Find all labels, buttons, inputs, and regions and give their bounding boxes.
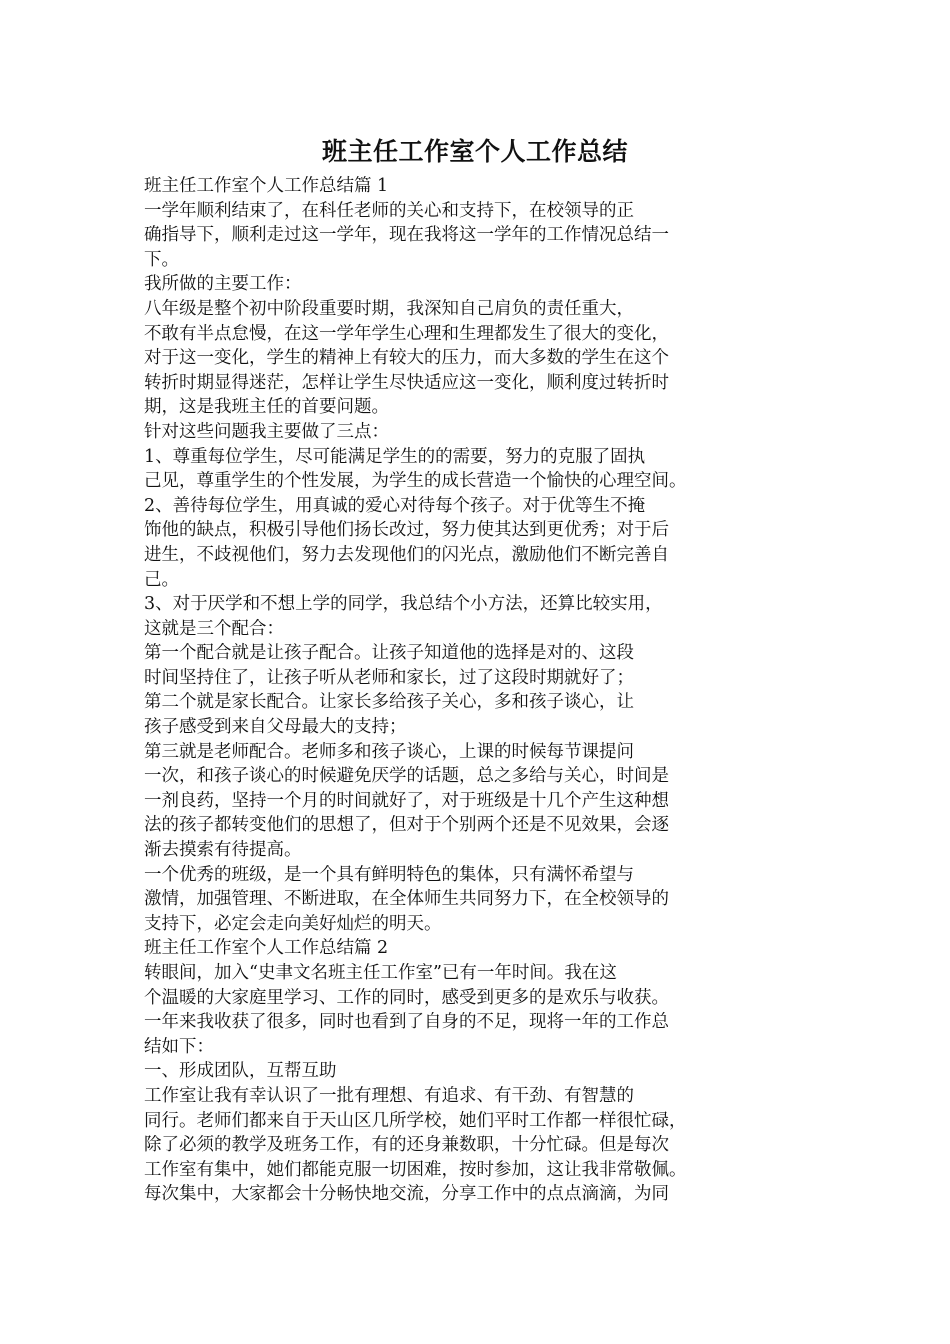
text-line: 己。 [144, 569, 179, 590]
text-line: 工作室有集中，她们都能克服一切困难，按时参加，这让我非常敬佩。 [144, 1159, 687, 1180]
text-line: 一次，和孩子谈心的时候避免厌学的话题，总之多给与关心，时间是 [144, 766, 669, 787]
text-line: 班主任工作室个人工作总结篇 1 [144, 176, 389, 196]
text-line: 确指导下，顺利走过这一学年，现在我将这一学年的工作情况总结一 [144, 225, 669, 246]
text-line: 1、尊重每位学生，尽可能满足学生的的需要，努力的克服了固执 [144, 446, 646, 467]
text-line: 饰他的缺点，积极引导他们扬长改过，努力使其达到更优秀；对于后 [144, 520, 669, 541]
document-body [144, 174, 744, 1207]
text-line: 渐去摸索有待提高。 [144, 840, 302, 861]
text-line: 不敢有半点怠慢，在这一学年学生心理和生理都发生了很大的变化， [144, 323, 669, 344]
text-line: 班主任工作室个人工作总结篇 2 [144, 938, 389, 959]
text-line: 时间坚持住了，让孩子听从老师和家长，过了这段时期就好了； [144, 667, 634, 688]
text-line: 针对这些问题我主要做了三点： [144, 421, 389, 442]
text-line: 一年来我收获了很多，同时也看到了自身的不足，现将一年的工作总 [144, 1012, 669, 1033]
text-line: 第二个就是家长配合。让家长多给孩子关心，多和孩子谈心，让 [144, 692, 634, 713]
text-line: 进生，不歧视他们，努力去发现他们的闪光点，激励他们不断完善自 [144, 544, 669, 565]
text-line: 第三就是老师配合。老师多和孩子谈心，上课的时候每节课提问 [144, 741, 634, 762]
text-line: 第一个配合就是让孩子配合。让孩子知道他的选择是对的、这段 [144, 643, 634, 664]
text-line: 同行。老师们都来自于天山区几所学校，她们平时工作都一样很忙碌， [144, 1110, 687, 1131]
text-line: 法的孩子都转变他们的思想了，但对于个别两个还是不见效果，会逐 [144, 815, 669, 836]
text-line: 除了必须的教学及班务工作，有的还身兼数职，十分忙碌。但是每次 [144, 1135, 669, 1156]
text-line: 转眼间，加入“史聿文名班主任工作室”已有一年时间。我在这 [144, 963, 617, 983]
page-title: 班主任工作室个人工作总结 [321, 137, 628, 166]
text-line: 己见，尊重学生的个性发展，为学生的成长营造一个愉快的心理空间。 [144, 471, 687, 492]
text-line: 对于这一变化，学生的精神上有较大的压力，而大多数的学生在这个 [144, 348, 669, 369]
text-line: 孩子感受到来自父母最大的支持； [144, 717, 407, 738]
text-line: 下。 [144, 249, 179, 270]
text-line: 工作室让我有幸认识了一批有理想、有追求、有干劲、有智慧的 [144, 1085, 634, 1106]
text-line: 激情，加强管理、不断进取，在全体师生共同努力下，在全校领导的 [144, 889, 669, 910]
text-line: 2、善待每位学生，用真诚的爱心对待每个孩子。对于优等生不掩 [144, 495, 646, 516]
text-line: 个温暖的大家庭里学习、工作的同时，感受到更多的是欢乐与收获。 [144, 987, 669, 1008]
text-line: 一剂良药，坚持一个月的时间就好了，对于班级是十几个产生这种想 [144, 790, 669, 811]
text-line: 支持下，必定会走向美好灿烂的明天。 [144, 913, 442, 934]
text-line: 每次集中，大家都会十分畅快地交流，分享工作中的点点滴滴，为同 [144, 1184, 669, 1205]
text-line: 3、对于厌学和不想上学的同学，我总结个小方法，还算比较实用， [144, 594, 663, 615]
text-line: 一学年顺利结束了，在科任老师的关心和支持下，在校领导的正 [144, 200, 634, 221]
text-line: 一个优秀的班级，是一个具有鲜明特色的集体，只有满怀希望与 [144, 864, 634, 885]
text-line: 这就是三个配合： [144, 618, 284, 639]
text-line: 八年级是整个初中阶段重要时期，我深知自己肩负的责任重大， [144, 298, 634, 319]
text-line: 期，这是我班主任的首要问题。 [144, 397, 389, 418]
text-line: 一、形成团队，互帮互助 [144, 1061, 337, 1082]
text-line: 结如下： [144, 1036, 214, 1057]
text-line: 转折时期显得迷茫，怎样让学生尽快适应这一变化，顺利度过转折时 [144, 372, 669, 393]
text-line: 我所做的主要工作： [144, 274, 302, 295]
